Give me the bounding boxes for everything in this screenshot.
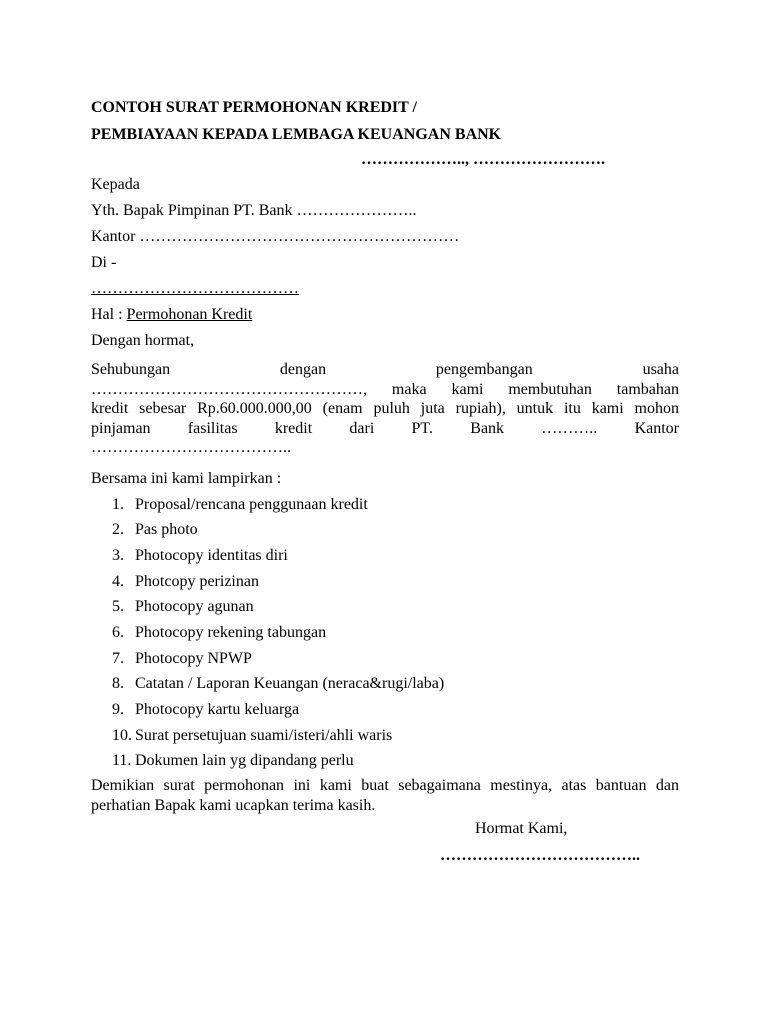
- address-di-dots: …………………………………: [91, 280, 299, 297]
- subject-line: [91, 302, 679, 328]
- list-item-text: Photocopy agunan: [135, 598, 254, 616]
- body-line-4: pinjaman fasilitas kredit dari PT. Bank ……….. Kantor: [91, 419, 679, 437]
- list-item-text: Pas photo: [135, 521, 198, 539]
- list-item: [91, 569, 679, 595]
- address-kepada: Kepada: [91, 176, 140, 193]
- list-item-text: Photocopy rekening tabungan: [135, 623, 327, 641]
- list-item-text: Proposal/rencana penggunaan kredit: [135, 495, 368, 513]
- attachments-list: [91, 492, 679, 775]
- title-line-1: CONTOH SURAT PERMOHONAN KREDIT /: [91, 99, 417, 116]
- body-line-2: ……………………………………………, maka kami membutuhan tambahan: [91, 380, 679, 398]
- list-item-number: 5.: [112, 598, 124, 616]
- list-item-text: Catatan / Laporan Keuangan (neraca&rugi/laba): [135, 675, 445, 693]
- place-date-line: ……………….., …………………….: [361, 151, 605, 168]
- letter-title: [91, 94, 679, 148]
- list-item: [91, 492, 679, 518]
- list-item-text: Dokumen lain yg dipandang perlu: [135, 752, 354, 770]
- list-item-text: Photocopy identitas diri: [135, 546, 288, 564]
- list-item-text: Surat persetujuan suami/isteri/ahli waris: [135, 726, 393, 744]
- list-item-text: Photocopy NPWP: [135, 649, 252, 667]
- list-item: [91, 517, 679, 543]
- list-item-number: 9.: [112, 701, 124, 718]
- subject-label: Hal :: [91, 306, 127, 323]
- list-item: [91, 697, 679, 723]
- letter-page: [91, 94, 679, 816]
- salutation: Dengan hormat,: [91, 332, 195, 349]
- list-item: [91, 594, 679, 620]
- list-item-number: 8.: [112, 675, 124, 693]
- list-item-number: 11.: [112, 752, 132, 770]
- list-item-number: 2.: [112, 521, 124, 539]
- attachments-intro: Bersama ini kami lampirkan :: [91, 469, 282, 487]
- body-paragraph: [91, 360, 679, 458]
- list-item: [91, 723, 679, 749]
- signature-name-line: ………………………………..: [440, 847, 640, 864]
- body-line-1: Sehubungan dengan pengembangan usaha: [91, 361, 679, 378]
- body-line-3: kredit sebesar Rp.60.000.000,00 (enam puluh juta rupiah), untuk itu kami mohon: [91, 400, 679, 417]
- list-item: [91, 671, 679, 697]
- list-item: [91, 646, 679, 672]
- address-yth: Yth. Bapak Pimpinan PT. Bank …………………..: [91, 202, 417, 219]
- list-item-number: 1.: [112, 495, 124, 513]
- list-item-text: Photcopy perizinan: [135, 572, 259, 590]
- closing-paragraph: Demikian surat permohonan ini kami buat sebagaimana mestinya, atas bantuan dan perhatian Bapak kami ucapkan terima kasih.: [91, 777, 679, 815]
- address-di: Di -: [91, 254, 117, 271]
- list-item-number: 3.: [112, 546, 124, 564]
- list-item-number: 10.: [112, 726, 132, 744]
- body-line-5: ………………………………..: [91, 439, 291, 456]
- list-item-number: 7.: [112, 649, 124, 667]
- list-item-number: 6.: [112, 623, 124, 641]
- list-item: [91, 748, 679, 774]
- list-item-text: Photocopy kartu keluarga: [135, 701, 300, 718]
- address-kantor: Kantor ……………………………………………………: [91, 228, 460, 245]
- list-item-number: 4.: [112, 572, 124, 590]
- recipient-address: [91, 172, 679, 302]
- subject-value: Permohonan Kredit: [126, 306, 253, 323]
- list-item: [91, 620, 679, 646]
- signature-regards: Hormat Kami,: [475, 820, 568, 837]
- title-line-2: PEMBIAYAAN KEPADA LEMBAGA KEUANGAN BANK: [91, 126, 502, 143]
- list-item: [91, 543, 679, 569]
